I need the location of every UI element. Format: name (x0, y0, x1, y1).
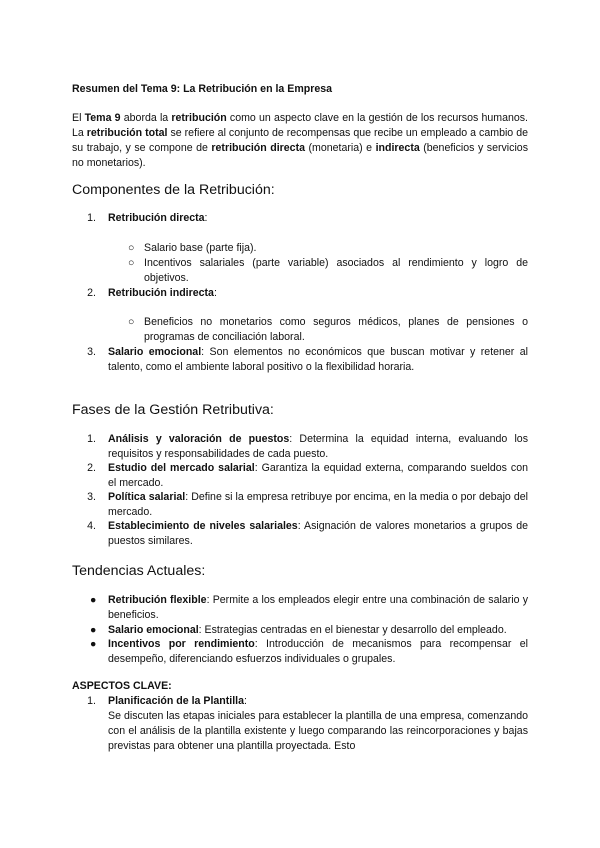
item-text: : Son elementos no económicos que buscan motivar y retener al talento, como el ambiente laboral positivo o la flexibilidad horaria. (108, 346, 529, 373)
list-item (108, 637, 528, 667)
list-item (108, 593, 528, 623)
intro-bold-5: indirecta (375, 142, 420, 154)
list-number: 2. (87, 462, 96, 474)
circle-bullet-icon: ○ (128, 257, 135, 269)
list-item (108, 490, 528, 520)
item-title: Establecimiento de niveles salariales (108, 520, 298, 532)
intro-text-2: aborda la (120, 112, 172, 124)
list-item (108, 432, 528, 462)
list-item (108, 211, 528, 226)
item-text: : Garantiza la equidad externa, comparando sueldos con el mercado. (108, 462, 528, 489)
list-item (108, 694, 528, 709)
item-title: Política salarial (108, 491, 186, 503)
intro-text-4: se refiere al conjunto de recompensas que recibe un empleado a cambio de su trabajo, y se compone de (72, 127, 528, 154)
intro-text-6: (beneficios y servicios no monetarios). (72, 142, 528, 169)
item-title: Salario emocional (108, 346, 202, 358)
item-title: Planificación de la Plantilla (108, 695, 244, 707)
item-suffix: : (213, 287, 217, 299)
item-title: Retribución flexible (108, 594, 207, 606)
item-text: : Introducción de mecanismos para recompensar el desempeño, diferenciando esfuerzos individuales o grupales. (108, 638, 528, 665)
bullet-icon: ● (90, 624, 97, 636)
list-item-body: Se discuten las etapas iniciales para establecer la plantilla de una empresa, comenzando con el análisis de la plantilla existente y luego comparando las reincorporaciones y bajas previstas para obtener una plantilla proyectada. Esto (108, 710, 528, 752)
item-text: : Define si la empresa retribuye por encima, en la media o por debajo del mercado. (108, 491, 528, 518)
item-title: Retribución directa (108, 212, 205, 224)
intro-paragraph (72, 111, 528, 171)
list-number: 1. (87, 212, 96, 224)
intro-bold-1: Tema 9 (84, 112, 121, 124)
circle-bullet-icon: ○ (128, 316, 135, 328)
list-item (108, 286, 528, 301)
phases-heading: Fases de la Gestión Retributiva: (72, 402, 274, 418)
list-number: 2. (87, 287, 96, 299)
intro-text-3: como un aspecto clave en la gestión de los recursos humanos. La (72, 112, 528, 139)
key-aspects-heading: ASPECTOS CLAVE: (72, 680, 172, 692)
item-text: : Estrategias centradas en el bienestar y desarrollo del empleado. (198, 624, 507, 636)
list-item (108, 461, 528, 491)
sub-list-item: Incentivos salariales (parte variable) asociados al rendimiento y logro de objetivos. (144, 257, 528, 284)
list-item (108, 345, 528, 375)
item-title: Incentivos por rendimiento (108, 638, 255, 650)
item-title: Retribución indirecta (108, 287, 214, 299)
item-suffix: : (204, 212, 208, 224)
intro-text-1: El (72, 112, 85, 124)
intro-text-5: (monetaria) e (305, 142, 376, 154)
list-number: 1. (87, 695, 96, 707)
sub-list-item: Salario base (parte fija). (144, 242, 257, 254)
list-item (108, 623, 528, 638)
list-number: 4. (87, 520, 96, 532)
item-title: Estudio del mercado salarial (108, 462, 255, 474)
item-title: Salario emocional (108, 624, 199, 636)
item-suffix: : (244, 695, 247, 707)
intro-bold-2: retribución (171, 112, 227, 124)
item-text: : Determina la equidad interna, evaluando los requisitos y responsabilidades de cada puesto. (108, 433, 528, 460)
item-title: Análisis y valoración de puestos (108, 433, 290, 445)
bullet-icon: ● (90, 638, 97, 650)
bullet-icon: ● (90, 594, 97, 606)
intro-bold-3: retribución total (86, 127, 168, 139)
list-number: 1. (87, 433, 96, 445)
circle-bullet-icon: ○ (128, 242, 135, 254)
item-text: : Asignación de valores monetarios a grupos de puestos similares. (108, 520, 528, 547)
sub-list-item: Beneficios no monetarios como seguros médicos, planes de pensiones o programas de conciliación laboral. (144, 316, 528, 343)
components-heading: Componentes de la Retribución: (72, 182, 275, 198)
list-number: 3. (87, 491, 96, 503)
list-item (108, 519, 528, 549)
intro-bold-4: retribución directa (211, 142, 305, 154)
trends-heading: Tendencias Actuales: (72, 563, 206, 579)
item-text: : Permite a los empleados elegir entre una combinación de salario y beneficios. (108, 594, 528, 621)
list-number: 3. (87, 346, 96, 358)
document-title: Resumen del Tema 9: La Retribución en la Empresa (72, 83, 333, 95)
